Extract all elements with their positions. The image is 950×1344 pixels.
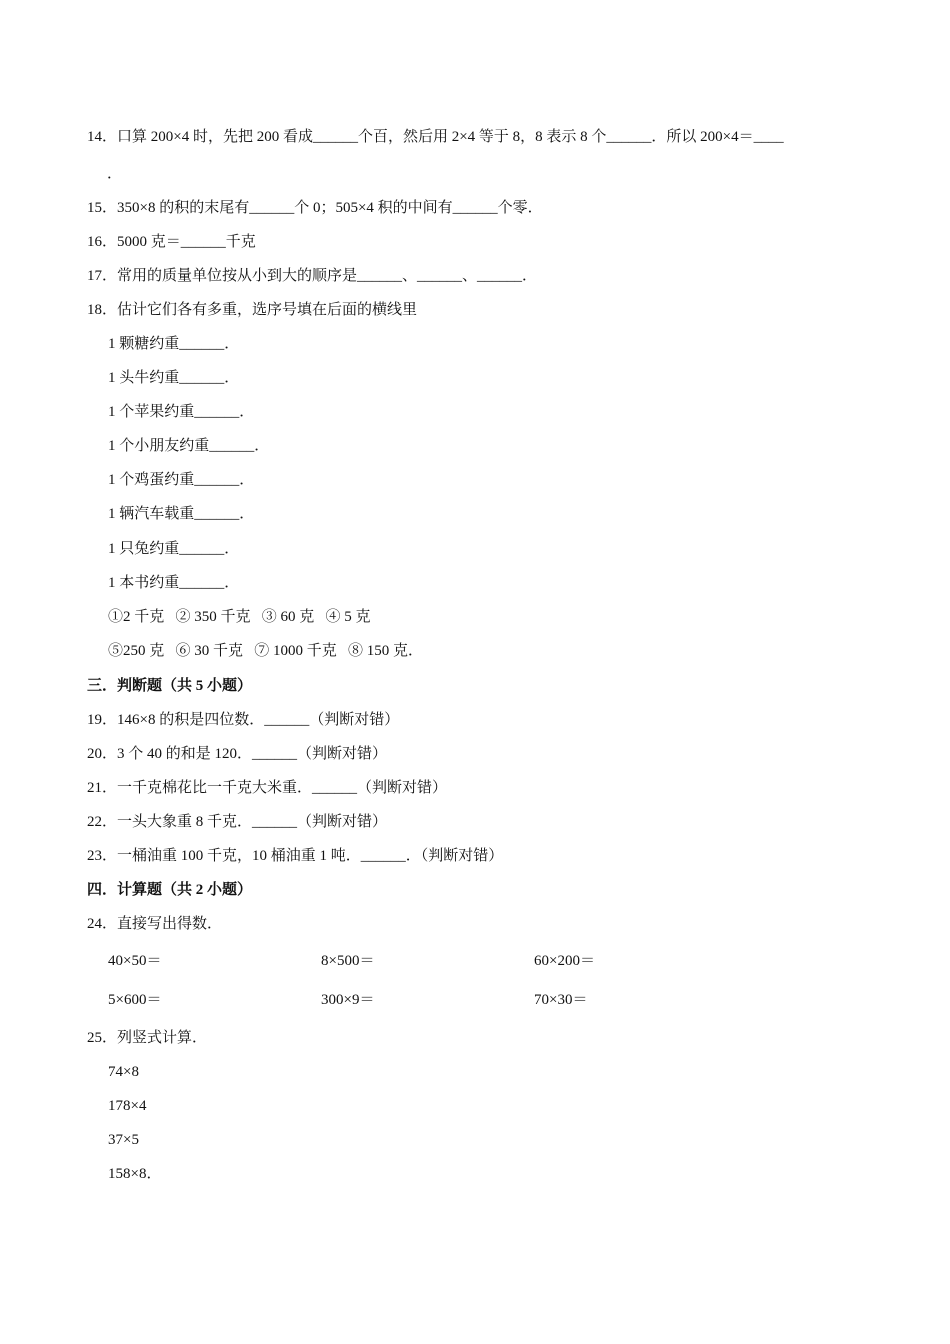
vertical-calc-item: 158×8． bbox=[108, 1166, 162, 1182]
oral-calc-item: 70×30＝ bbox=[534, 992, 588, 1008]
question-18-item: 1 个苹果约重______． bbox=[108, 404, 255, 420]
oral-calc-item: 40×50＝ bbox=[108, 953, 162, 969]
question-21: 21．一千克棉花比一千克大米重．______（判断对错） bbox=[87, 780, 448, 796]
oral-calc-item: 60×200＝ bbox=[534, 953, 595, 969]
question-15: 15．350×8 的积的末尾有______个 0；505×4 积的中间有______个零． bbox=[87, 200, 543, 216]
vertical-calc-item: 74×8 bbox=[108, 1064, 139, 1080]
question-18-options-2: ⑤250 克 ⑥ 30 千克 ⑦ 1000 千克 ⑧ 150 克． bbox=[108, 643, 424, 659]
oral-calc-item: 5×600＝ bbox=[108, 992, 162, 1008]
question-23: 23．一桶油重 100 千克，10 桶油重 1 吨．______．（判断对错） bbox=[87, 848, 504, 864]
question-16: 16．5000 克＝______千克 bbox=[87, 234, 256, 250]
question-18-item: 1 只兔约重______． bbox=[108, 541, 240, 557]
question-25-stem: 25．列竖式计算． bbox=[87, 1030, 208, 1046]
question-14-continuation: ． bbox=[107, 166, 123, 182]
vertical-calc-item: 37×5 bbox=[108, 1132, 139, 1148]
question-18-item: 1 辆汽车载重______． bbox=[108, 506, 255, 522]
question-18-item: 1 颗糖约重______． bbox=[108, 336, 240, 352]
question-18-item: 1 本书约重______． bbox=[108, 575, 240, 591]
oral-calc-row bbox=[108, 990, 808, 1010]
question-18-stem: 18．估计它们各有多重，选序号填在后面的横线里 bbox=[87, 302, 418, 318]
question-18-options-1: ①2 千克 ② 350 千克 ③ 60 克 ④ 5 克 bbox=[108, 609, 371, 625]
vertical-calc-item: 178×4 bbox=[108, 1098, 147, 1114]
question-20: 20．3 个 40 的和是 120．______（判断对错） bbox=[87, 746, 388, 762]
section-heading-judge: 三．判断题（共 5 小题） bbox=[87, 678, 253, 694]
oral-calc-item: 8×500＝ bbox=[321, 953, 375, 969]
oral-calc-row bbox=[108, 951, 808, 971]
question-18-item: 1 个鸡蛋约重______． bbox=[108, 472, 255, 488]
question-17: 17．常用的质量单位按从小到大的顺序是______、______、______． bbox=[87, 268, 538, 284]
question-19: 19．146×8 的积是四位数．______（判断对错） bbox=[87, 712, 400, 728]
question-24-stem: 24．直接写出得数． bbox=[87, 916, 223, 932]
oral-calc-item: 300×9＝ bbox=[321, 992, 375, 1008]
question-14: 14．口算 200×4 时，先把 200 看成______个百，然后用 2×4 等于 8，8 表示 8 个______．所以 200×4＝____ bbox=[87, 129, 784, 145]
question-22: 22．一头大象重 8 千克．______（判断对错） bbox=[87, 814, 388, 830]
section-heading-calc: 四．计算题（共 2 小题） bbox=[87, 882, 253, 898]
question-18-item: 1 头牛约重______． bbox=[108, 370, 240, 386]
question-18-item: 1 个小朋友约重______． bbox=[108, 438, 270, 454]
